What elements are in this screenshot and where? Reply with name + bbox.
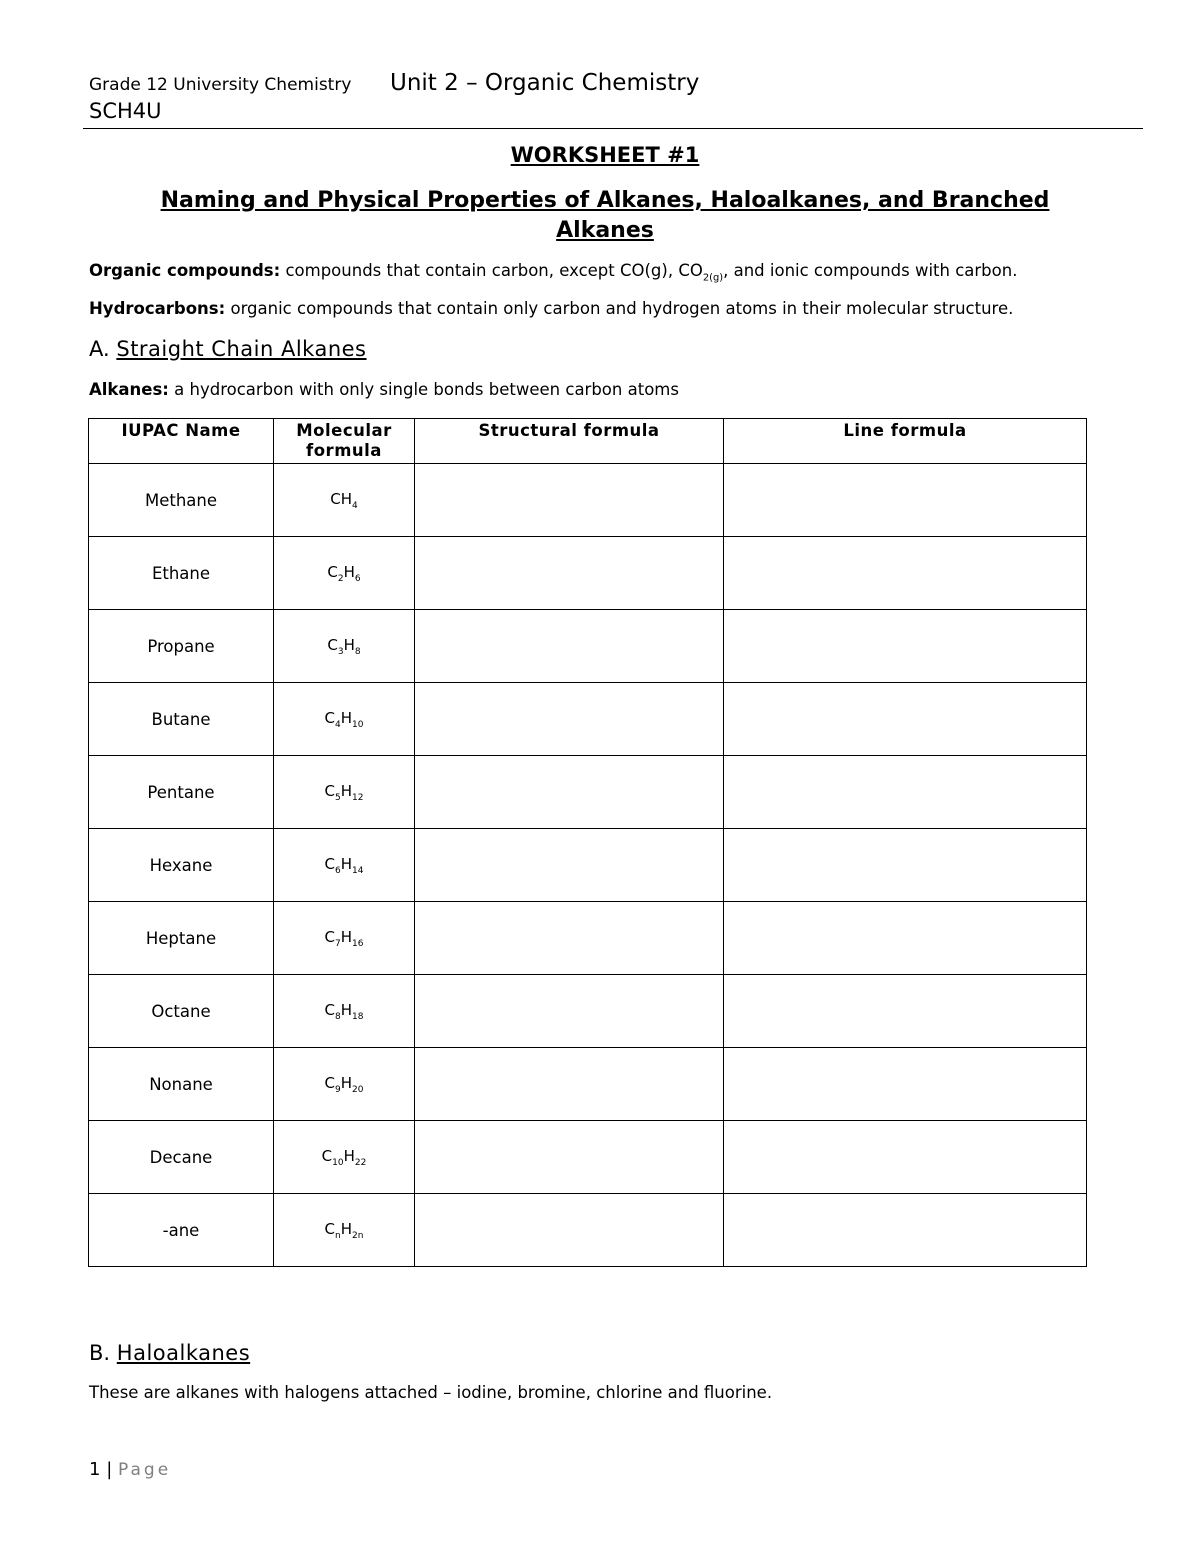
organic-compounds-definition — [89, 261, 1017, 283]
organic-text-a: compounds that contain carbon, except CO(g), CO — [285, 261, 703, 280]
iupac-name-cell: Hexane — [89, 829, 274, 902]
line-formula-cell[interactable] — [724, 464, 1087, 537]
table-row — [89, 829, 1087, 902]
molecular-formula-cell: $C_8H_{18}$ — [274, 975, 415, 1048]
molecular-formula-cell: $C_5H_{12}$ — [274, 756, 415, 829]
page-number: 1 — [89, 1459, 101, 1480]
molecular-formula-cell: $C_7H_{16}$ — [274, 902, 415, 975]
table-row — [89, 756, 1087, 829]
iupac-name-cell: Butane — [89, 683, 274, 756]
hydro-text: organic compounds that contain only carbon and hydrogen atoms in their molecular structure. — [230, 299, 1014, 318]
iupac-name-cell: Decane — [89, 1121, 274, 1194]
section-a-heading — [89, 337, 367, 361]
table-row — [89, 464, 1087, 537]
structural-formula-cell[interactable] — [415, 756, 724, 829]
line-formula-cell[interactable] — [724, 975, 1087, 1048]
molecular-formula-cell: $C_4H_{10}$ — [274, 683, 415, 756]
structural-formula-cell[interactable] — [415, 683, 724, 756]
header-molecular-formula: Molecular formula — [274, 419, 415, 464]
iupac-name-cell: Octane — [89, 975, 274, 1048]
iupac-name-cell: Methane — [89, 464, 274, 537]
table-header-row — [89, 419, 1087, 464]
iupac-name-cell: Propane — [89, 610, 274, 683]
table-row — [89, 537, 1087, 610]
molecular-formula-cell: $C_3H_8$ — [274, 610, 415, 683]
line-formula-cell[interactable] — [724, 756, 1087, 829]
alkanes-term: Alkanes: — [89, 380, 169, 399]
structural-formula-cell[interactable] — [415, 537, 724, 610]
iupac-name-cell: Ethane — [89, 537, 274, 610]
footer-separator: | — [106, 1459, 113, 1480]
table-row — [89, 683, 1087, 756]
header-unit: Unit 2 – Organic Chemistry — [390, 70, 700, 96]
section-b-letter: B. — [89, 1341, 111, 1365]
alkanes-definition — [89, 380, 679, 399]
line-formula-cell[interactable] — [724, 902, 1087, 975]
header-course-code: SCH4U — [89, 99, 162, 123]
structural-formula-cell[interactable] — [415, 1121, 724, 1194]
structural-formula-cell[interactable] — [415, 610, 724, 683]
structural-formula-cell[interactable] — [415, 975, 724, 1048]
section-a-title: Straight Chain Alkanes — [116, 337, 367, 361]
table-row — [89, 975, 1087, 1048]
molecular-formula-cell: $C_nH_{2n}$ — [274, 1194, 415, 1267]
section-b-heading — [89, 1341, 250, 1365]
header-divider — [83, 128, 1143, 129]
section-a-letter: A. — [89, 337, 110, 361]
line-formula-cell[interactable] — [724, 683, 1087, 756]
iupac-name-cell: Heptane — [89, 902, 274, 975]
structural-formula-cell[interactable] — [415, 1194, 724, 1267]
hydrocarbons-definition — [89, 299, 1013, 318]
header-structural-formula: Structural formula — [415, 419, 724, 464]
molecular-formula-cell: $C_{10}H_{22}$ — [274, 1121, 415, 1194]
table-row — [89, 902, 1087, 975]
section-b-title: Haloalkanes — [116, 1341, 251, 1365]
structural-formula-cell[interactable] — [415, 464, 724, 537]
organic-text-b: , and ionic compounds with carbon. — [723, 261, 1018, 280]
header-line-formula: Line formula — [724, 419, 1087, 464]
hydro-term: Hydrocarbons: — [89, 299, 226, 318]
molecular-formula-cell: $CH_4$ — [274, 464, 415, 537]
alkanes-table — [88, 418, 1087, 1267]
organic-subscript: 2(g) — [702, 272, 724, 284]
table-row — [89, 1048, 1087, 1121]
header-iupac-name: IUPAC Name — [89, 419, 274, 464]
line-formula-cell[interactable] — [724, 537, 1087, 610]
header-course: Grade 12 University Chemistry — [89, 75, 352, 95]
page-footer — [89, 1459, 171, 1480]
molecular-formula-cell: $C_6H_{14}$ — [274, 829, 415, 902]
table-row — [89, 1121, 1087, 1194]
iupac-name-cell: Pentane — [89, 756, 274, 829]
iupac-name-cell: -ane — [89, 1194, 274, 1267]
line-formula-cell[interactable] — [724, 1121, 1087, 1194]
line-formula-cell[interactable] — [724, 610, 1087, 683]
structural-formula-cell[interactable] — [415, 829, 724, 902]
line-formula-cell[interactable] — [724, 829, 1087, 902]
line-formula-cell[interactable] — [724, 1048, 1087, 1121]
table-row — [89, 1194, 1087, 1267]
worksheet-subtitle: Naming and Physical Properties of Alkanes, Haloalkanes, and Branched Alkanes — [160, 188, 1050, 243]
line-formula-cell[interactable] — [724, 1194, 1087, 1267]
worksheet-title: WORKSHEET #1 — [510, 143, 700, 167]
molecular-formula-cell: $C_9H_{20}$ — [274, 1048, 415, 1121]
structural-formula-cell[interactable] — [415, 902, 724, 975]
molecular-formula-cell: $C_2H_6$ — [274, 537, 415, 610]
organic-term: Organic compounds: — [89, 261, 281, 280]
table-row — [89, 610, 1087, 683]
haloalkanes-description: These are alkanes with halogens attached – iodine, bromine, chlorine and fluorine. — [89, 1383, 773, 1402]
alkanes-text: a hydrocarbon with only single bonds between carbon atoms — [174, 380, 679, 399]
page-label: Page — [118, 1460, 172, 1480]
structural-formula-cell[interactable] — [415, 1048, 724, 1121]
iupac-name-cell: Nonane — [89, 1048, 274, 1121]
